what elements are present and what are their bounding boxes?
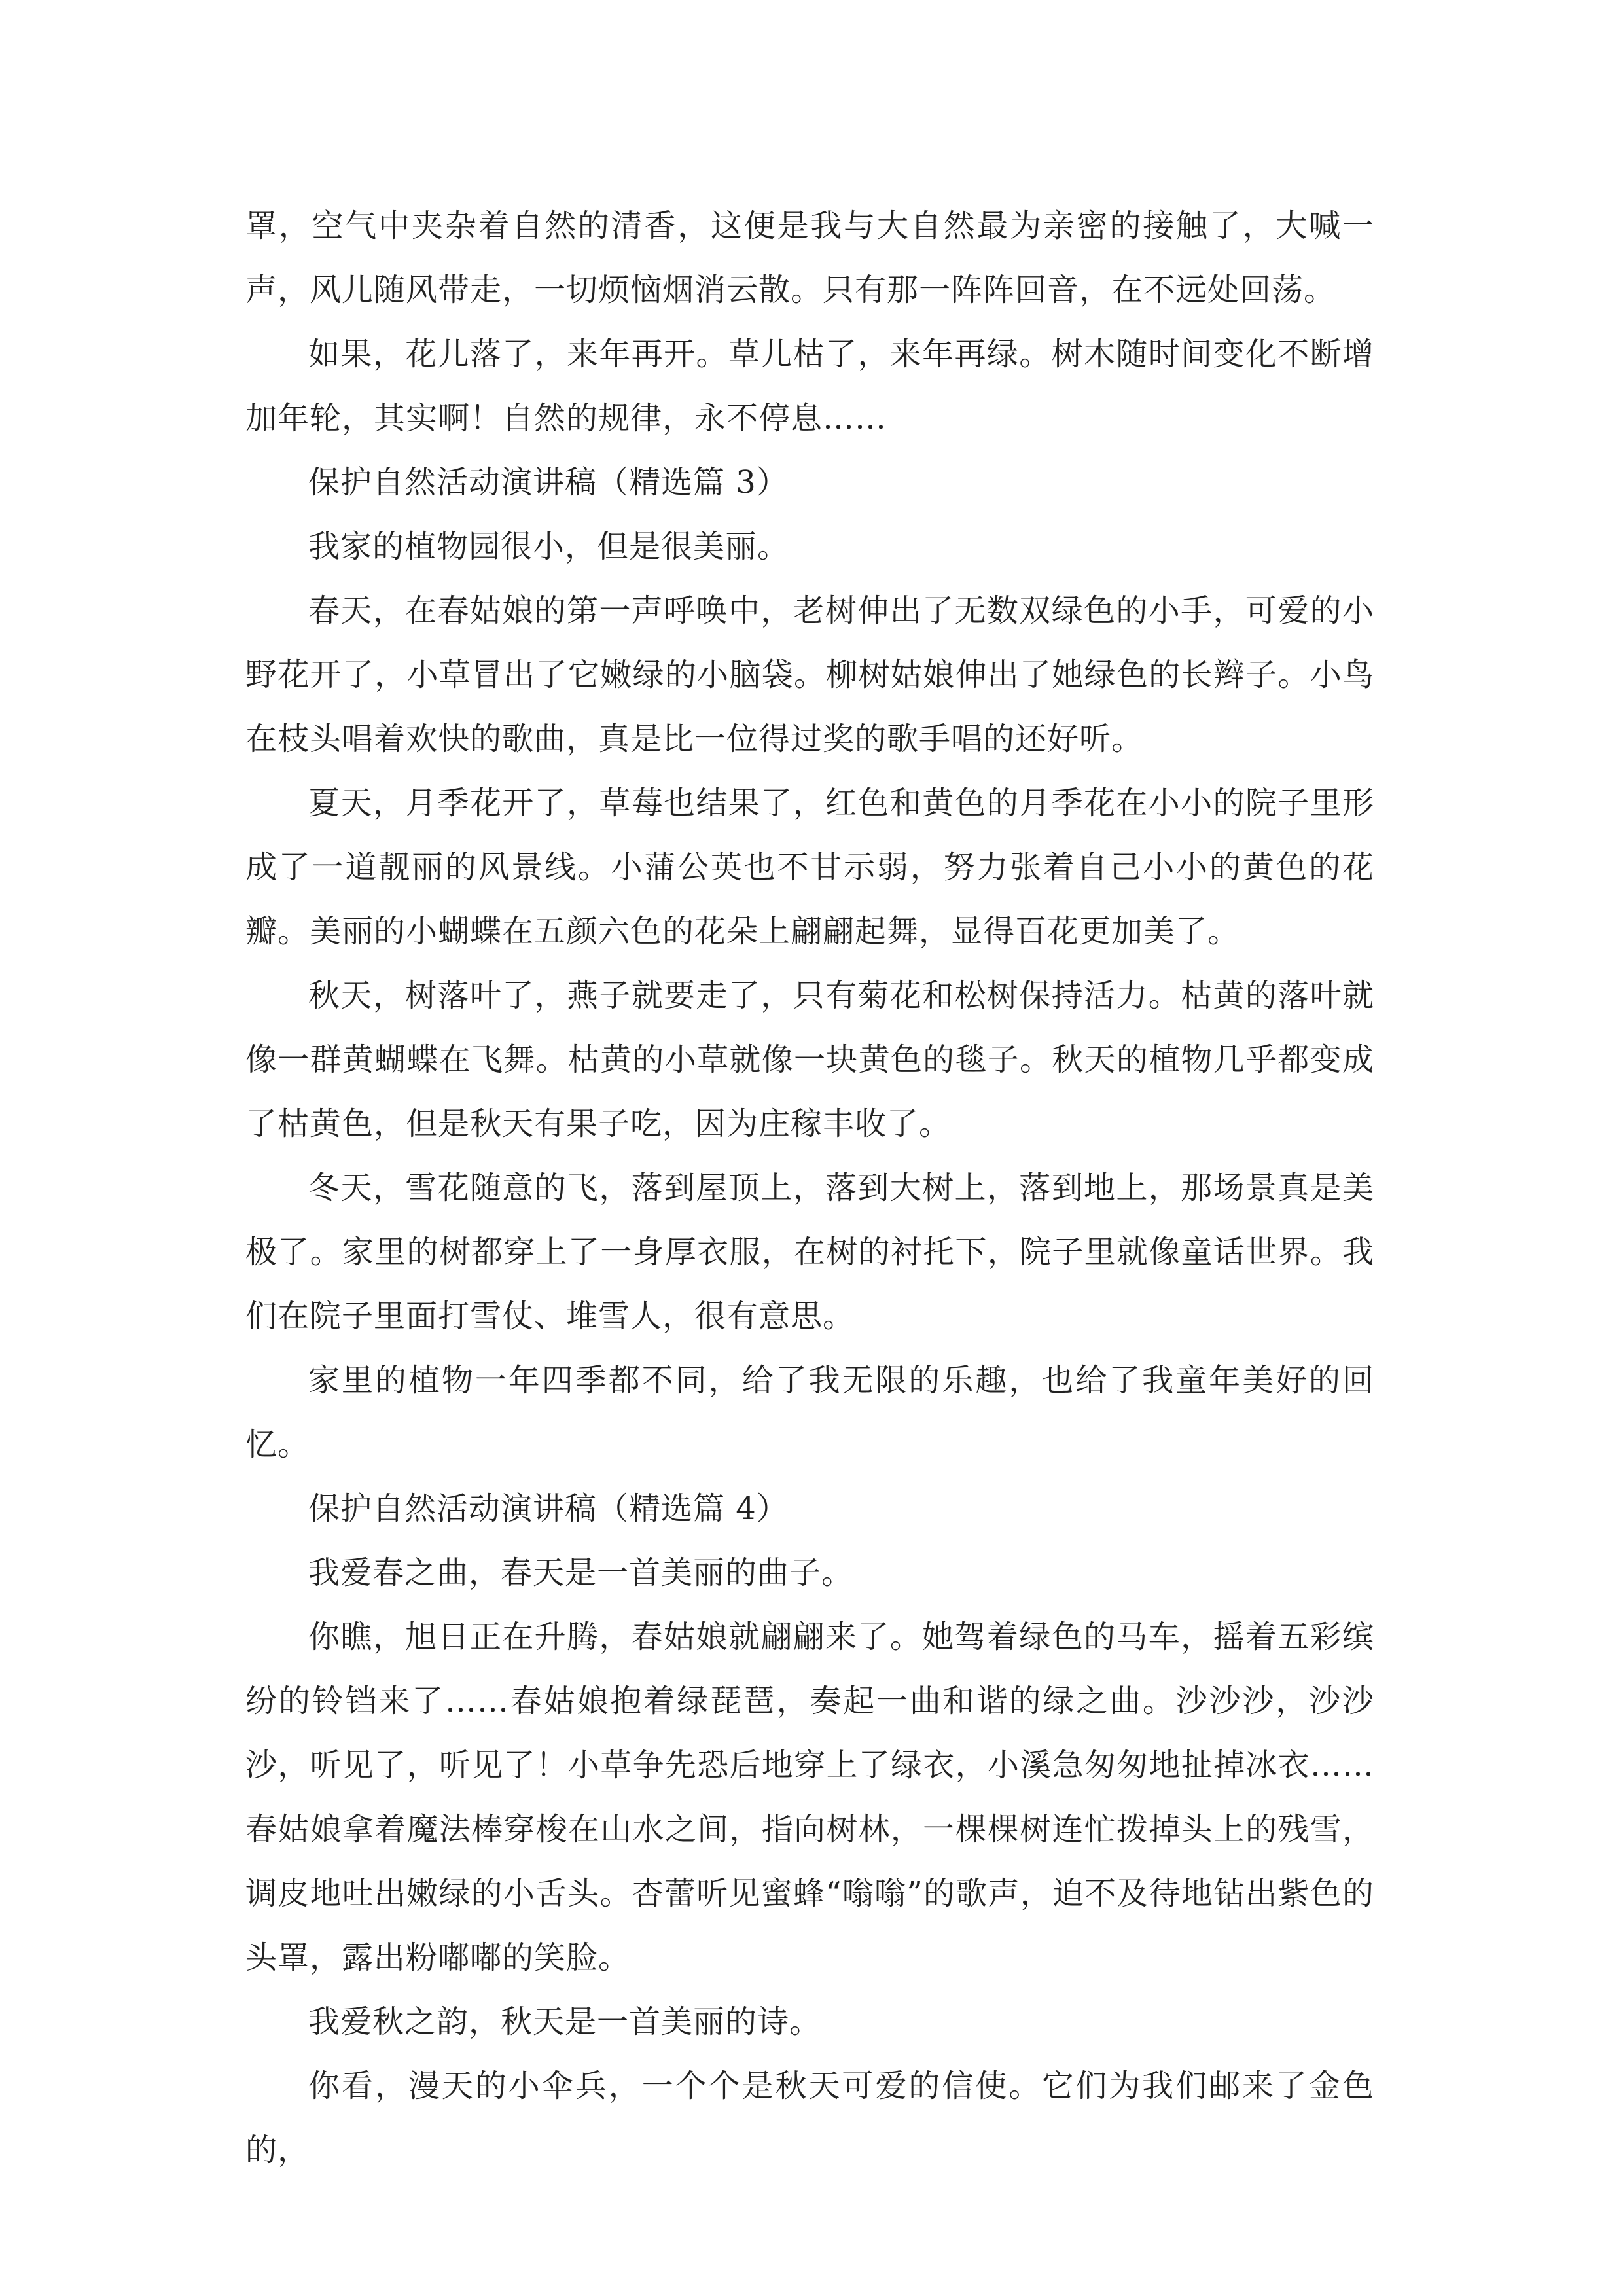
- section-heading: 保护自然活动演讲稿（精选篇 3）: [308, 464, 789, 501]
- paragraph: 如果，花儿落了，来年再开。草儿枯了，来年再绿。树木随时间变化不断增加年轮，其实啊！自然的规律，永不停息……: [245, 336, 1374, 437]
- paragraph: 我家的植物园很小，但是很美丽。: [308, 528, 790, 565]
- paragraph: 家里的植物一年四季都不同，给了我无限的乐趣，也给了我童年美好的回忆。: [245, 1362, 1374, 1463]
- paragraph: 我爱秋之韵，秋天是一首美丽的诗。: [308, 2003, 822, 2040]
- section-heading: 保护自然活动演讲稿（精选篇 4）: [308, 1490, 789, 1527]
- paragraph: 冬天，雪花随意的飞，落到屋顶上，落到大树上，落到地上，那场景真是美极了。家里的树都穿上了一身厚衣服，在树的衬托下，院子里就像童话世界。我们在院子里面打雪仗、堆雪人，很有意思。: [245, 1170, 1374, 1335]
- paragraph: 你瞧，旭日正在升腾，春姑娘就翩翩来了。她驾着绿色的马车，摇着五彩缤纷的铃铛来了……春姑娘抱着绿琵琶，奏起一曲和谐的绿之曲。沙沙沙，沙沙沙，听见了，听见了！小草争先恐后地穿上了绿衣，小溪急匆匆地扯掉冰衣……春姑娘拿着魔法棒穿梭在山水之间，指向树林，一棵棵树连忙拨掉头上的残雪，调皮地吐出嫩绿的小舌头。杏蕾听见蜜蜂“嗡嗡”的歌声，迫不及待地钻出紫色的头罩，露出粉嘟嘟的笑脸。: [245, 1619, 1374, 1976]
- paragraph: 我爱春之曲，春天是一首美丽的曲子。: [308, 1554, 854, 1591]
- paragraph: 罩，空气中夹杂着自然的清香，这便是我与大自然最为亲密的接触了，大喊一声，风儿随风带走，一切烦恼烟消云散。只有那一阵阵回音，在不远处回荡。: [245, 207, 1374, 308]
- paragraph: 秋天，树落叶了，燕子就要走了，只有菊花和松树保持活力。枯黄的落叶就像一群黄蝴蝶在飞舞。枯黄的小草就像一块黄色的毯子。秋天的植物几乎都变成了枯黄色，但是秋天有果子吃，因为庄稼丰收了。: [245, 977, 1374, 1142]
- paragraph: 夏天，月季花开了，草莓也结果了，红色和黄色的月季花在小小的院子里形成了一道靓丽的风景线。小蒲公英也不甘示弱，努力张着自己小小的黄色的花瓣。美丽的小蝴蝶在五颜六色的花朵上翩翩起舞，显得百花更加美了。: [245, 785, 1374, 950]
- paragraph: 你看，漫天的小伞兵，一个个是秋天可爱的信使。它们为我们邮来了金色的，: [245, 2068, 1374, 2168]
- paragraph: 春天，在春姑娘的第一声呼唤中，老树伸出了无数双绿色的小手，可爱的小野花开了，小草冒出了它嫩绿的小脑袋。柳树姑娘伸出了她绿色的长辫子。小鸟在枝头唱着欢快的歌曲，真是比一位得过奖的歌手唱的还好听。: [245, 592, 1374, 757]
- document-body: [245, 194, 1374, 2182]
